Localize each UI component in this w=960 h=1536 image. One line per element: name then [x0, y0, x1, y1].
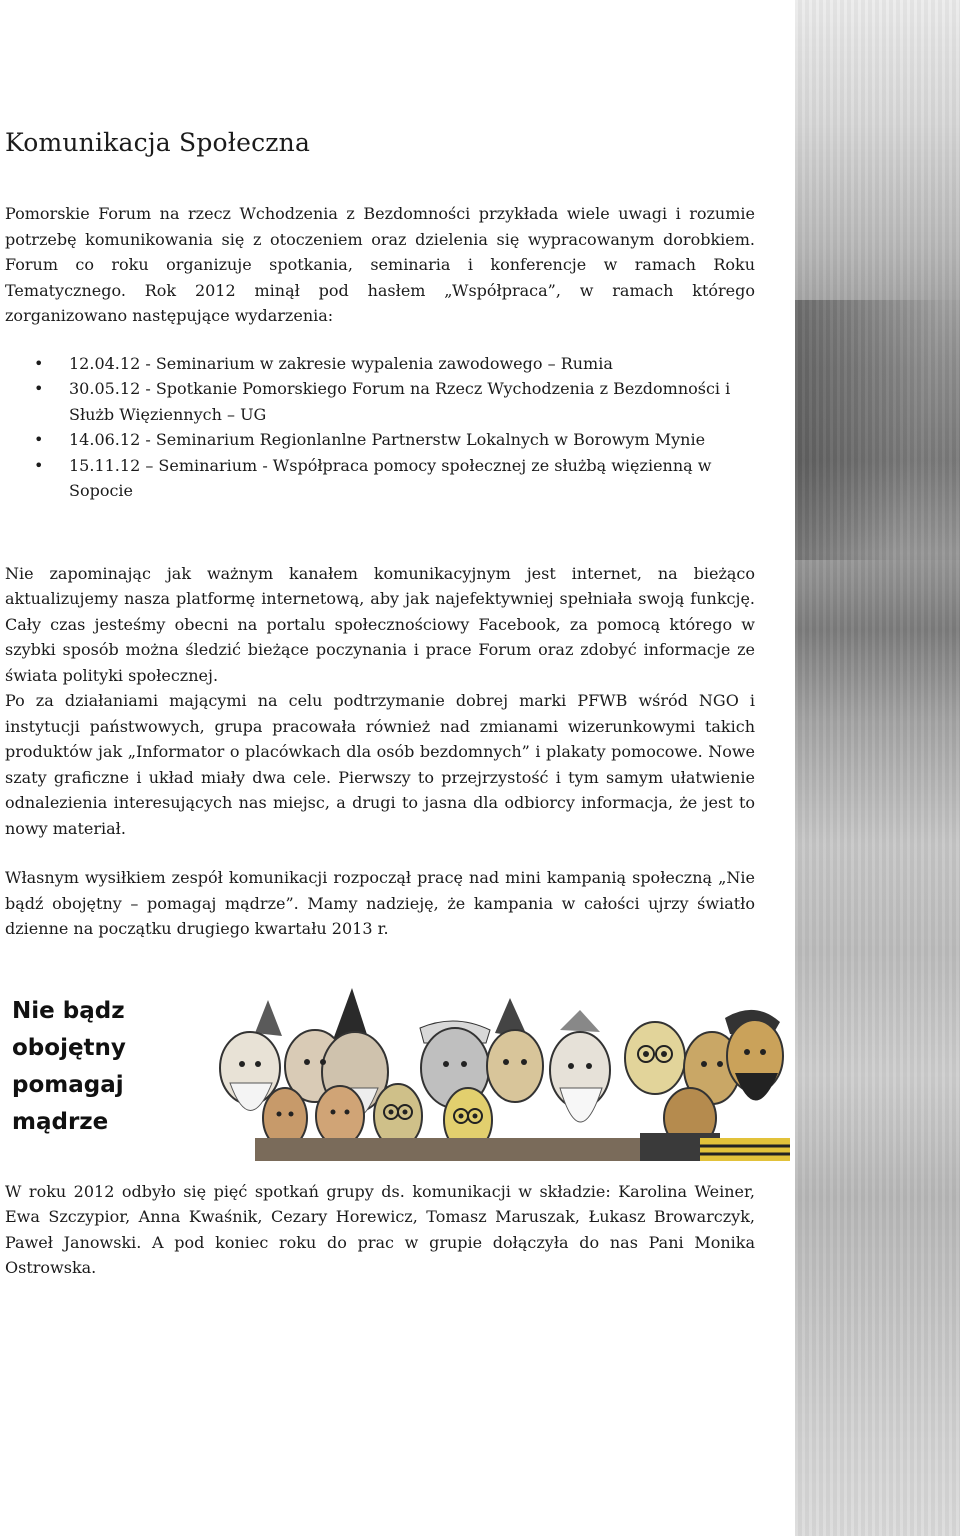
internet-paragraph: Nie zapominając jak ważnym kanałem komunikacyjnym jest internet, na bieżąco aktualizujemy nasza platformę internetową, aby jak najefektywniej spełniała swoją funkcję. Cały czas jesteśmy obecni na portalu społecznościowy Facebook, za pomocą którego w szybki sposób można śledzić bieżące poczynania i prace Forum oraz zdobyć informacje ze świata polityki społecznej.: [5, 563, 755, 685]
slogan-line: pomagaj: [12, 1071, 124, 1098]
list-item: • 15.11.12 – Seminarium - Współpraca pomocy społecznej ze służbą więzienną w Sopocie: [69, 453, 755, 504]
intro-paragraph: Pomorskie Forum na rzecz Wchodzenia z Bezdomności przykłada wiele uwagi i rozumie potrzebę komunikowania się z otoczeniem oraz dzielenia się wypracowanym dorobkiem. Forum co roku organizuje spotkania, seminaria i konferencje w ramach Roku Tematycznego. Rok 2012 minął pod hasłem „Współpraca”, w ramach którego zorganizowano następujące wydarzenia:: [5, 204, 755, 325]
campaign-slogan: [12, 993, 126, 1141]
slogan-line: obojętny: [12, 1034, 126, 1061]
document-body: [5, 128, 755, 1281]
decorative-side-strip: [795, 0, 960, 1536]
page-title: Komunikacja Społeczna: [5, 128, 311, 157]
brand-paragraph: Po za działaniami mającymi na celu podtrzymanie dobrej marki PFWB wśród NGO i instytucji państwowych, grupa pracowała również nad zmianami wizerunkowymi takich produktów jak „Informator o placówkach dla osób bezdomnych” i plakaty pomocowe. Nowe szaty graficzne i układ miały dwa cele. Pierwszy to przejrzystość i tym samym ułatwienie odnalezienia interesujących nas miejsc, a drugi to jasna dla odbiorcy informacja, że jest to nowy materiał.: [5, 691, 755, 838]
group-paragraph: W roku 2012 odbyło się pięć spotkań grupy ds. komunikacji w składzie: Karolina Weiner, Ewa Szczypior, Anna Kwaśnik, Cezary Horewicz, Tomasz Maruszak, Łukasz Browarczyk, Paweł Janowski. A pod koniec roku do prac w grupie dołączyła do nas Pani Monika Ostrowska.: [5, 1181, 755, 1277]
list-item: • 12.04.12 - Seminarium w zakresie wypalenia zawodowego – Rumia: [69, 351, 755, 377]
list-item: • 14.06.12 - Seminarium Regionlanlne Partnerstw Lokalnych w Borowym Mynie: [69, 427, 755, 453]
list-item: • 30.05.12 - Spotkanie Pomorskiego Forum na Rzecz Wychodzenia z Bezdomności i Służb Więziennych – UG: [69, 376, 755, 427]
events-list: [5, 351, 755, 504]
slogan-line: mądrze: [12, 1108, 109, 1135]
slogan-line: Nie bądz: [12, 997, 125, 1024]
campaign-paragraph: Własnym wysiłkiem zespół komunikacji rozpoczął pracę nad mini kampanią społeczną „Nie bądź obojętny – pomagaj mądrze”. Mamy nadzieję, że kampania w całości ujrzy światło dzienne na początku drugiego kwartału 2013 r.: [5, 868, 755, 938]
campaign-illustration: [0, 988, 790, 1161]
